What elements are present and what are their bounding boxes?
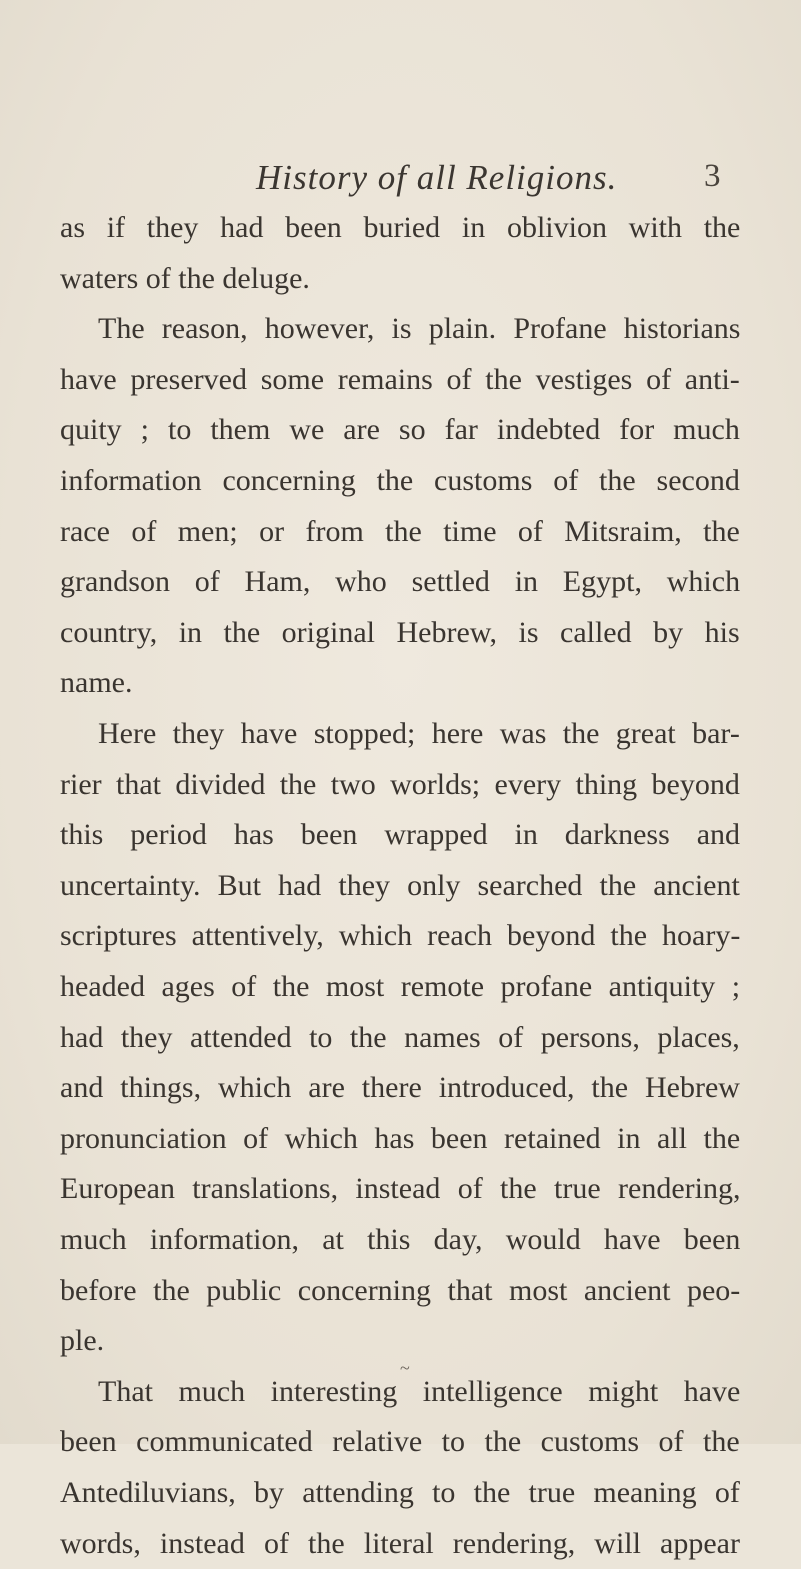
running-head: [0, 158, 801, 202]
text-line: race of men; or from the time of Mitsraim, the: [60, 515, 740, 548]
text-line: European translations, instead of the true rendering,: [60, 1172, 741, 1205]
text-line: waters of the deluge.: [60, 262, 310, 295]
text-line: information concerning the customs of the second: [60, 464, 740, 497]
footer-mark: ~: [400, 1358, 410, 1378]
text-line: before the public concerning that most ancient peo-: [60, 1274, 741, 1307]
running-title: History of all Religions.: [256, 158, 618, 197]
text-line: have preserved some remains of the vestiges of anti-: [60, 363, 740, 396]
text-line: name.: [60, 666, 133, 699]
text-line: words, instead of the literal rendering, will appear: [60, 1527, 740, 1560]
text-line: Here they have stopped; here was the great bar-: [98, 717, 740, 750]
text-line: Antediluvians, by attending to the true meaning of: [60, 1476, 740, 1509]
text-line: The reason, however, is plain. Profane historians: [98, 312, 741, 345]
text-line: quity ; to them we are so far indebted for much: [60, 413, 740, 446]
text-line: country, in the original Hebrew, is called by his: [60, 616, 740, 649]
text-line: scriptures attentively, which reach beyond the hoary-: [60, 919, 741, 952]
text-line: ple.: [60, 1324, 105, 1357]
text-line: That much interesting intelligence might have: [98, 1375, 741, 1408]
text-line: had they attended to the names of persons, places,: [60, 1021, 740, 1054]
text-line: rier that divided the two worlds; every thing beyond: [60, 768, 740, 801]
text-line: uncertainty. But had they only searched the ancient: [60, 869, 740, 902]
text-line: this period has been wrapped in darkness and: [60, 818, 741, 851]
text-line: much information, at this day, would have been: [60, 1223, 741, 1256]
text-line: grandson of Ham, who settled in Egypt, which: [60, 565, 741, 598]
text-line: as if they had been buried in oblivion with the: [60, 211, 741, 244]
text-line: and things, which are there introduced, the Hebrew: [60, 1071, 740, 1104]
text-line: pronunciation of which has been retained in all the: [60, 1122, 741, 1155]
text-line: headed ages of the most remote profane antiquity ;: [60, 970, 741, 1003]
text-line: been communicated relative to the customs of the: [60, 1425, 740, 1458]
page-number: 3: [704, 158, 721, 194]
